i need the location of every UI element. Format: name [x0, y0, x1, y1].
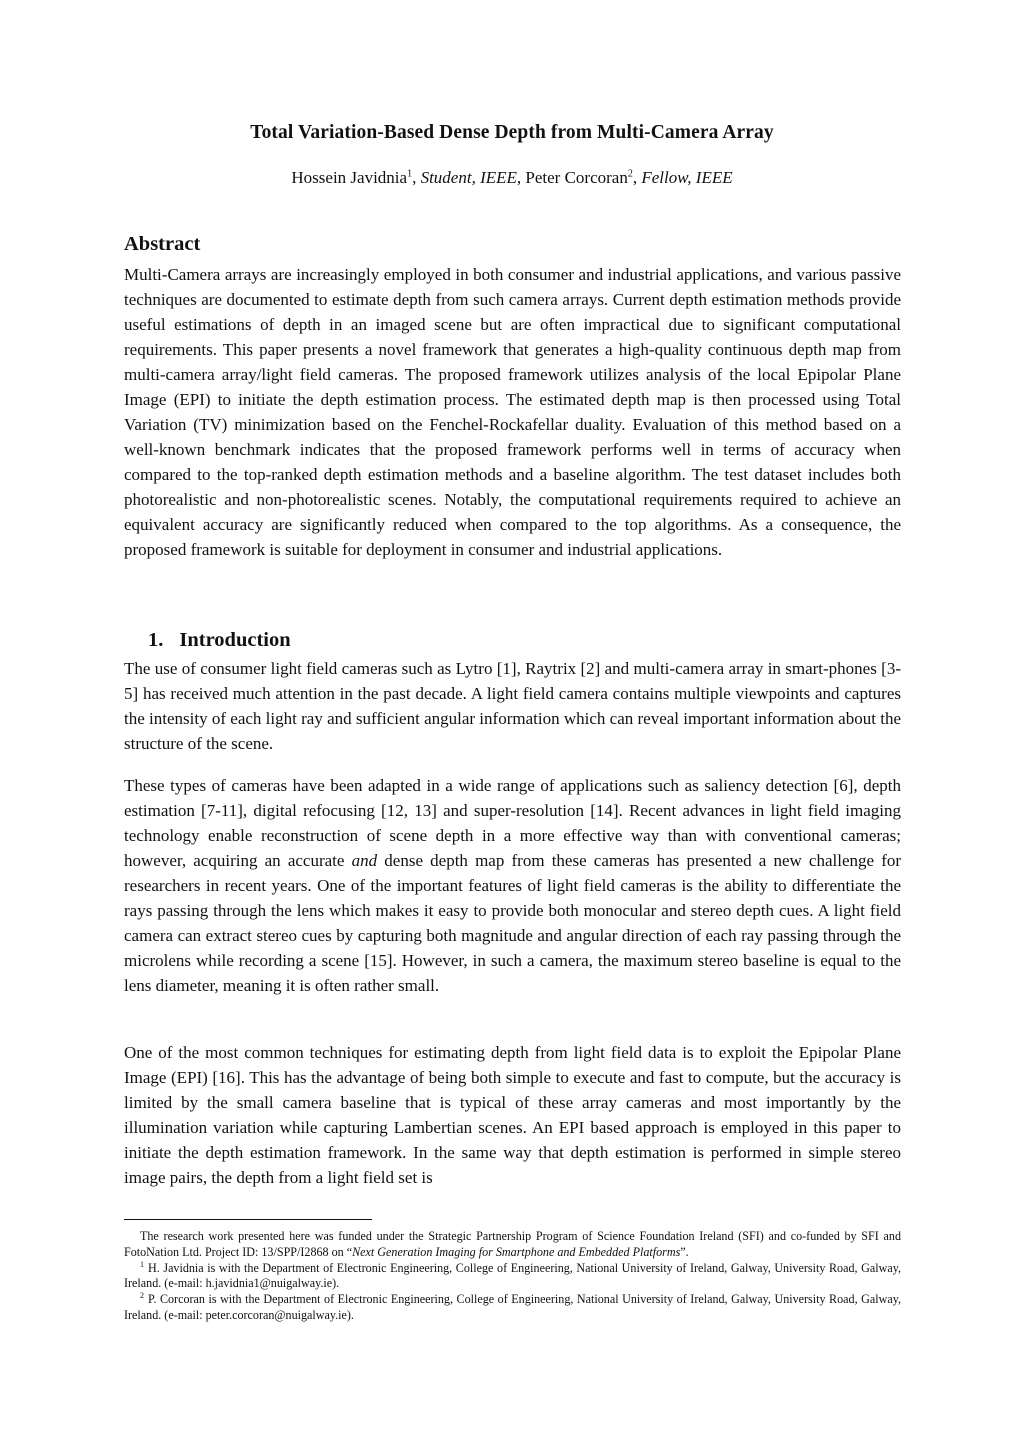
footnote-2 [124, 1292, 901, 1324]
intro-paragraph-2-text-cont: dense depth map from these cameras has presented a new challenge for researchers in recent years. One of the important features of light field cameras is the ability to differentiate the rays passing through the lens which makes it easy to provide both monocular and stereo depth cues. A light field camera can extract stereo cues by capturing both magnitude and angular direction of each ray passing through the microlens while recording a scene [15]. However, in such a camera, the maximum stereo baseline is equal to the lens diameter, meaning it is often rather small. [124, 851, 902, 995]
author-line: Hossein Javidnia$^1$, Student, IEEE, Peter Corcoran$^2$, Fellow, IEEE [291, 168, 733, 187]
paper-title: Total Variation-Based Dense Depth from Multi-Camera Array [250, 122, 774, 143]
author-role: Student, IEEE [420, 168, 517, 187]
emphasis-word: and [351, 851, 378, 870]
intro-paragraph-1: The use of consumer light field cameras such as Lytro [1], Raytrix [2] and multi-camera array in smart-phones [3-5] has received much attention in the past decade. A light field camera contains multiple viewpoints and captures the intensity of each light ray and sufficient angular information which can reveal important information about the structure of the scene. [124, 659, 901, 753]
author-name: Hossein Javidnia [291, 168, 408, 187]
author-affiliation-mark: 2 [627, 168, 633, 180]
intro-paragraph-2 [124, 773, 901, 998]
footnote-1 [124, 1261, 901, 1293]
section-number: 1. [148, 629, 164, 651]
intro-paragraph-3: One of the most common techniques for estimating depth from light field data is to exploit the Epipolar Plane Image (EPI) [16]. This has the advantage of being both simple to execute and fast to compute, but the accuracy is limited by the small camera baseline that is typical of these array cameras and most importantly by the illumination variation while capturing Lambertian scenes. An EPI based approach is employed in this paper to initiate the depth estimation framework. In the same way that depth estimation is performed in simple stereo image pairs, the depth from a light field set is [124, 1043, 901, 1187]
footnote-funding-text: The research work presented here was funded under the Strategic Partnership Program of Science Foundation Ireland (SFI) and co-funded by SFI and FotoNation Ltd. Project ID: 13/SPP/I2868 on “ [124, 1229, 901, 1259]
footnote-mark: 2 [140, 1291, 144, 1301]
abstract-heading: Abstract [124, 233, 201, 255]
footnote-funding [124, 1229, 901, 1261]
footnote-divider [124, 1219, 372, 1220]
section-heading-introduction [148, 629, 291, 652]
intro-paragraph-2-text: These types of cameras have been adapted in a wide range of applications such as saliency detection [6], depth estimation [7-11], digital refocusing [12, 13] and super-resolution [14]. Recent advances in light field imaging technology enable reconstruction of scene depth in a more effective way than with conventional cameras; however, acquiring an accurate [124, 776, 901, 870]
abstract-text: Multi-Camera arrays are increasingly employed in both consumer and industrial applications, and various passive techniques are documented to estimate depth from such camera arrays. Current depth estimation methods provide useful estimations of depth in an imaged scene but are often impractical due to significant computational requirements. This paper presents a novel framework that generates a high-quality continuous depth map from multi-camera array/light field cameras. The proposed framework utilizes analysis of the local Epipolar Plane Image (EPI) to initiate the depth estimation process. The estimated depth map is then processed using Total Variation (TV) minimization based on the Fenchel-Rockafellar duality. Evaluation of this method based on a well-known benchmark indicates that the proposed framework performs well in terms of accuracy when compared to the top-ranked depth estimation methods and a baseline algorithm. The test dataset includes both photorealistic and non-photorealistic scenes. Notably, the computational requirements required to achieve an equivalent accuracy are significantly reduced when compared to the top algorithms. As a consequence, the proposed framework is suitable for deployment in consumer and industrial applications. [124, 265, 901, 559]
footnote-funding-end: ”. [680, 1244, 689, 1259]
footnotes [124, 1229, 901, 1324]
footnote-text: H. Javidnia is with the Department of Electronic Engineering, College of Engineering, National University of Ireland, Galway, University Road, Galway, Ireland. (e-mail: h.javidnia1@nuigalway.ie). [124, 1260, 901, 1291]
footnote-text: P. Corcoran is with the Department of Electronic Engineering, College of Engineering, National University of Ireland, Galway, University Road, Galway, Ireland. (e-mail: peter.corcoran@nuigalway.ie). [124, 1292, 901, 1322]
author-name: Peter Corcoran [525, 168, 628, 187]
author-affiliation-mark: 1 [407, 168, 413, 180]
section-title: Introduction [179, 629, 291, 651]
footnote-project-title: Next Generation Imaging for Smartphone and Embedded Platforms [352, 1244, 681, 1259]
author-role: Fellow, IEEE [641, 168, 733, 187]
footnote-mark: 1 [140, 1259, 144, 1269]
